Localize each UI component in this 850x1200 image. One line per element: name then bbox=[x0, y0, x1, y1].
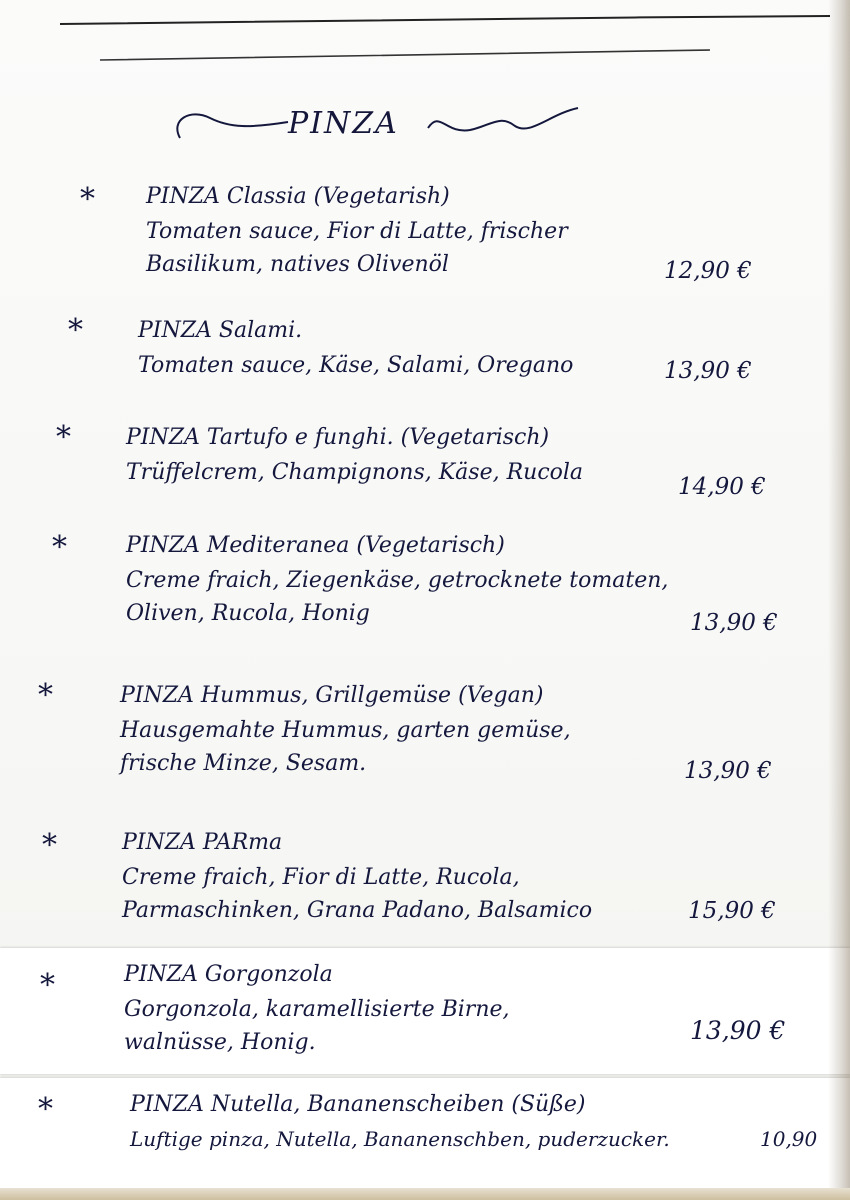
bullet-asterisk: * bbox=[42, 828, 57, 863]
item-name: PINZA Nutella, Bananenscheiben (Süße) bbox=[130, 1092, 586, 1117]
item-name: PINZA PARma bbox=[122, 830, 283, 855]
menu-item-mediteranea bbox=[126, 533, 668, 630]
item-desc-line: walnüsse, Honig. bbox=[124, 1030, 316, 1055]
item-desc-line: Trüffelcrem, Champignons, Käse, Rucola bbox=[126, 460, 584, 485]
item-name: PINZA Tartufo e funghi. (Vegetarisch) bbox=[126, 425, 550, 450]
item-desc-line: Gorgonzola, karamellisierte Birne, bbox=[124, 997, 510, 1022]
item-price: 14,90 € bbox=[678, 474, 766, 500]
item-price: 13,90 € bbox=[690, 1016, 786, 1045]
item-desc-line: Hausgemahte Hummus, garten gemüse, bbox=[120, 718, 571, 743]
bullet-asterisk: * bbox=[38, 678, 53, 713]
item-name: PINZA Classia (Vegetarish) bbox=[146, 184, 450, 209]
bullet-asterisk: * bbox=[80, 182, 95, 217]
item-name: PINZA Mediteranea (Vegetarisch) bbox=[126, 533, 505, 558]
item-desc-line: frische Minze, Sesam. bbox=[120, 751, 367, 776]
item-desc-line: Creme fraich, Ziegenkäse, getrocknete tomaten, bbox=[126, 568, 669, 593]
item-price: 10,90 bbox=[760, 1127, 818, 1151]
item-desc-line: Oliven, Rucola, Honig bbox=[126, 601, 370, 626]
page-edge-shadow bbox=[828, 0, 850, 1200]
item-price: 13,90 € bbox=[684, 758, 772, 784]
menu-title: PINZA bbox=[288, 106, 399, 141]
item-desc-line: Luftige pinza, Nutella, Bananenschben, puderzucker. bbox=[130, 1127, 670, 1151]
item-desc-line: Parmaschinken, Grana Padano, Balsamico bbox=[122, 898, 593, 923]
item-price: 12,90 € bbox=[664, 258, 752, 284]
bullet-asterisk: * bbox=[40, 968, 55, 1003]
menu-item-tartufo bbox=[126, 425, 583, 489]
item-name: PINZA Salami. bbox=[138, 318, 303, 343]
menu-item-nutella bbox=[130, 1092, 670, 1156]
menu-item-parma bbox=[122, 830, 592, 927]
top-rule-lines bbox=[60, 10, 830, 70]
item-desc-line: Basilikum, natives Olivenöl bbox=[146, 252, 449, 277]
item-name: PINZA Hummus, Grillgemüse (Vegan) bbox=[120, 683, 544, 708]
bullet-asterisk: * bbox=[68, 313, 83, 348]
item-desc-line: Tomaten sauce, Fior di Latte, frischer bbox=[146, 219, 568, 244]
menu-item-salami bbox=[138, 318, 573, 382]
table-surface bbox=[0, 1188, 850, 1200]
item-desc-line: Tomaten sauce, Käse, Salami, Oregano bbox=[138, 353, 574, 378]
menu-item-gorgonzola bbox=[124, 962, 510, 1059]
item-desc-line: Creme fraich, Fior di Latte, Rucola, bbox=[122, 865, 520, 890]
bullet-asterisk: * bbox=[38, 1092, 53, 1127]
item-price: 13,90 € bbox=[690, 610, 778, 636]
bullet-asterisk: * bbox=[56, 420, 71, 455]
menu-title-block bbox=[170, 100, 590, 150]
menu-item-hummus bbox=[120, 683, 571, 780]
item-price: 13,90 € bbox=[664, 358, 752, 384]
menu-item-classia bbox=[146, 184, 568, 281]
bullet-asterisk: * bbox=[52, 530, 67, 565]
item-price: 15,90 € bbox=[688, 898, 776, 924]
item-name: PINZA Gorgonzola bbox=[124, 962, 333, 987]
